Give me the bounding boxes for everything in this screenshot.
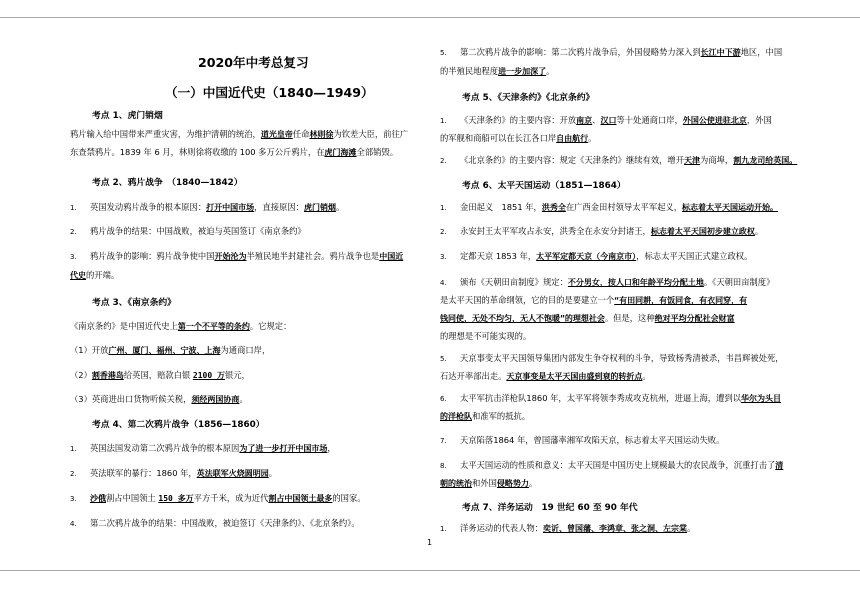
s2-item2: [70, 226, 306, 238]
s6-item2: [440, 226, 763, 238]
text-run: 英法联军的暴行：1860 年，: [90, 468, 197, 478]
list-number: 2.: [70, 228, 77, 236]
s6-item1: [440, 202, 778, 214]
list-number: 2.: [440, 157, 447, 165]
s6-item8-cont: [440, 478, 537, 489]
s6-item6: [440, 393, 781, 405]
s3-heading: 考点 3、《南京条约》: [92, 298, 176, 308]
s6-item4-l4: [440, 331, 531, 342]
key-term: 沙俄: [90, 494, 106, 503]
key-term: “有田同耕，有饭同食，有衣同穿，有: [614, 296, 748, 305]
text-run: ，直接原因：: [254, 202, 304, 212]
text-run: 洋务运动的代表人物：: [460, 523, 543, 533]
doc-title: 2020年中考总复习: [198, 55, 309, 70]
key-term: 割占中国领土最多: [268, 494, 333, 503]
s1-heading: 考点 1、虎门销烟: [92, 111, 163, 121]
text-run: 银元，: [224, 370, 250, 380]
list-number: 3.: [440, 253, 447, 261]
key-term: 150 多万: [158, 494, 194, 503]
s4-item5: [440, 47, 782, 59]
s2-item1: [70, 202, 344, 214]
text-run: 永安封王太平军攻占永安，洪秀全在永安分封诸王，: [460, 226, 651, 236]
key-term: 钱同使，无处不均匀，无人不饱暖”的理想社会: [440, 314, 605, 323]
list-number: 5.: [440, 355, 447, 363]
s6-item4-l2: [440, 295, 747, 306]
s1-line2: [70, 147, 398, 158]
key-term: 虎门销烟: [303, 203, 336, 212]
text-run: 。但是，这种: [604, 313, 655, 323]
list-number: 1.: [440, 117, 447, 125]
key-term: 标志着太平天国初步建立政权: [650, 227, 755, 236]
list-number: 2.: [440, 228, 447, 236]
list-number: 1.: [440, 204, 447, 212]
key-term: 第一个不平等的条约: [177, 322, 250, 331]
text-run: 石达开率部出走。: [440, 371, 507, 381]
key-term: 天京事变是太平天国由盛到衰的转折点: [506, 372, 643, 381]
text-run: 鸦片战争的结果：中国战败，被迫与英国签订《南京条约》: [90, 226, 306, 236]
key-term: 外国公使进驻北京: [682, 116, 747, 125]
text-run: 东查禁鸦片。1839 年 6 月，林则徐将收缴的 100 多万公斤鸦片，在: [70, 147, 325, 157]
text-run: 。: [642, 371, 651, 381]
list-number: 5.: [440, 49, 447, 57]
text-run: （2）: [70, 370, 92, 380]
s1-line1: [70, 129, 408, 140]
key-term: 清: [775, 461, 784, 470]
list-number: 2.: [70, 470, 77, 478]
text-run: 在广西金田村领导太平军起义，: [565, 202, 683, 212]
doc-subtitle: （一）中国近代史（1840—1949）: [165, 85, 374, 100]
text-run: 的理想是不可能实现的。: [440, 331, 532, 341]
s6-item4-l3: [440, 313, 735, 324]
s4-item5-cont: [440, 66, 554, 77]
text-run: 任命: [292, 129, 310, 139]
text-run: 第二次鸦片战争的结果：中国战败，被迫签订《天津条约》、《北京条约》。: [90, 518, 360, 528]
text-run: ，外国: [746, 115, 772, 125]
s3-line1: [70, 321, 291, 332]
text-run: 和准军的抵抗。: [472, 411, 531, 421]
text-run: 太平天国运动的性质和意义：太平天国是中国历史上规模最大的农民战争，沉重打击了: [460, 460, 776, 470]
list-number: 1.: [70, 204, 77, 212]
text-run: 的国家。: [332, 493, 366, 503]
text-run: 割占中国领土: [106, 493, 159, 503]
text-run: ，: [327, 443, 336, 453]
list-number: 1.: [70, 445, 77, 453]
s4-item2: [70, 468, 277, 480]
key-term: 须经两国协商: [191, 395, 240, 404]
key-term: 太平军定都天京（今南京市）: [536, 252, 637, 261]
text-run: 平方千米，成为近代: [193, 493, 269, 503]
text-run: 。: [686, 523, 696, 533]
text-run: 等十处通商口岸，: [616, 115, 683, 125]
text-run: 金田起义 1851 年，: [460, 202, 542, 212]
list-number: 7.: [440, 437, 447, 445]
key-term: 虎门海滩: [324, 148, 357, 157]
text-run: 鸦片战争的影响：鸦片战争使中国: [90, 251, 215, 261]
text-run: 英国法国发动第二次鸦片战争的根本原因: [90, 443, 240, 453]
key-term: 华尔为头目: [740, 394, 781, 403]
list-number: 4.: [70, 520, 77, 528]
key-term: 割九龙司给英国。: [733, 156, 798, 165]
key-term: 绝对平均分配社会财富: [654, 314, 735, 323]
key-term: 中国近: [379, 252, 404, 261]
key-term: 为了进一步打开中国市场: [239, 444, 328, 453]
text-run: 定都天京 1853 年，: [460, 251, 537, 261]
list-number: 3.: [70, 253, 77, 261]
s6-item7: [440, 435, 724, 447]
text-run: 。: [239, 394, 248, 404]
key-term: 开始沦为: [214, 252, 247, 261]
text-run: （3）英商进出口货物听候关税，: [70, 394, 192, 404]
text-run: 地区，中国: [740, 47, 783, 57]
text-run: 和外国: [472, 478, 497, 488]
text-run: 为商埠，: [700, 155, 734, 165]
s4-heading: 考点 4、第二次鸦片战争（1856—1860）: [92, 420, 265, 430]
text-run: 是太平天国的革命纲领，它的目的是要建立一个: [440, 295, 615, 305]
text-run: （1）开放: [70, 345, 109, 355]
s4-item3: [70, 493, 366, 505]
key-term: 英法联军火烧圆明园: [196, 469, 269, 478]
s3-line4: [70, 394, 248, 405]
s2-item3-cont: [70, 270, 119, 281]
text-run: 太平军抗击洋枪队1860 年，太平军将领李秀成攻克杭州，进逼上海，遭到以: [460, 393, 741, 403]
s7-item1: [440, 523, 695, 535]
s5-heading: 考点 5、《天津条约》《北京条约》: [462, 93, 595, 103]
key-term: 的洋枪队: [440, 412, 472, 421]
s6-item5-cont: [440, 371, 651, 382]
key-term: 标志着太平天国运动开始。: [682, 203, 779, 212]
s6-heading: 考点 6、太平天国运动（1851—1864）: [462, 181, 626, 191]
text-run: 鸦片输入给中国带来严重灾害，为维护清朝的统治，: [70, 129, 261, 139]
text-run: 、: [592, 115, 601, 125]
top-rule: [0, 17, 860, 18]
list-number: 8.: [440, 462, 447, 470]
key-term: 广州、厦门、福州、宁波、上海: [108, 346, 221, 355]
key-term: 奕䜣、曾国藩、李鸿章、张之洞、左宗棠: [542, 524, 687, 533]
text-run: 第二次鸦片战争的影响：第二次鸦片战争后，外国侵略势力深入到: [460, 47, 701, 57]
key-term: 汉口: [600, 116, 617, 125]
s4-item1: [70, 443, 336, 455]
text-run: 《北京条约》的主要内容：规定《天津条约》继续有效，增开: [460, 155, 685, 165]
key-term: 天津: [684, 156, 701, 165]
text-run: 。: [588, 133, 597, 143]
text-run: 《天津条约》的主要内容：开放: [460, 115, 577, 125]
key-term: 南京: [576, 116, 593, 125]
text-run: 。: [546, 66, 555, 76]
s2-item3: [70, 251, 403, 263]
key-term: 自由航行: [556, 134, 589, 143]
s5-item1-cont: [440, 133, 596, 144]
text-run: 的开端。: [86, 270, 120, 280]
s7-heading: 考点 7、洋务运动 19 世纪 60 至 90 年代: [462, 503, 638, 513]
text-run: 天京事变太平天国领导集团内部发生争夺权利的斗争，导致杨秀清被杀，韦昌辉被处死，: [460, 353, 784, 363]
s6-item3: [440, 251, 752, 263]
key-term: 林则徐: [309, 130, 334, 139]
text-run: 为钦差大臣，前往广: [333, 129, 409, 139]
text-run: 《南京条约》是中国近代史上: [70, 321, 178, 331]
text-run: 给英国，赔款白银: [123, 370, 193, 380]
s6-item8: [440, 460, 783, 472]
s4-item4: [70, 518, 360, 530]
s2-heading: 考点 2、鸦片战争 （1840—1842）: [92, 178, 243, 188]
key-term: 不分男女，按人口和年龄平均分配土地: [567, 278, 704, 287]
s6-item4: [440, 277, 774, 289]
s3-line3: [70, 370, 250, 381]
list-number: 1.: [440, 525, 447, 533]
text-run: ，标志太平天国正式建立政权。: [636, 251, 753, 261]
list-number: 6.: [440, 395, 447, 403]
text-run: 的军舰和商船可以在长江各口岸: [440, 133, 557, 143]
text-run: 。: [268, 468, 278, 478]
text-run: 天京陷落1864 年，曾国藩率湘军攻陷天京，标志着太平天国运动失败。: [460, 435, 725, 445]
text-run: 。《天朝田亩制度》: [703, 277, 775, 287]
text-run: 的半殖民地程度: [440, 66, 499, 76]
page-number: 1: [427, 538, 433, 547]
key-term: 道光皇帝: [260, 130, 293, 139]
key-term: 朝的统治: [440, 479, 472, 488]
key-term: 打开中国市场: [206, 203, 255, 212]
list-number: 3.: [70, 495, 77, 503]
text-run: 英国发动鸦片战争的根本原因：: [90, 202, 207, 212]
text-run: 为通商口岸，: [220, 345, 271, 355]
key-term: 侵略势力: [496, 479, 529, 488]
key-term: 代史: [70, 271, 86, 280]
text-run: 。: [335, 202, 345, 212]
text-run: 颁布《天朝田亩制度》规定：: [460, 277, 568, 287]
bottom-rule: [0, 570, 860, 571]
key-term: 割香港岛: [91, 371, 124, 380]
text-run: 。它规定：: [249, 321, 292, 331]
text-run: 全部销毁。: [356, 147, 399, 157]
s6-item6-cont: [440, 411, 530, 422]
key-term: 长江中下游: [700, 48, 741, 57]
key-term: 洪秀全: [541, 203, 566, 212]
key-term: 进一步加深了: [498, 67, 547, 76]
s5-item2: [440, 155, 797, 167]
s6-item5: [440, 353, 784, 365]
list-number: 4.: [440, 279, 447, 287]
text-run: 。: [528, 478, 538, 488]
text-run: 。: [754, 226, 764, 236]
text-run: 半殖民地半封建社会。鸦片战争也是: [246, 251, 380, 261]
s5-item1: [440, 115, 772, 127]
key-term: 2100 万: [192, 371, 225, 380]
s3-line2: [70, 345, 270, 356]
